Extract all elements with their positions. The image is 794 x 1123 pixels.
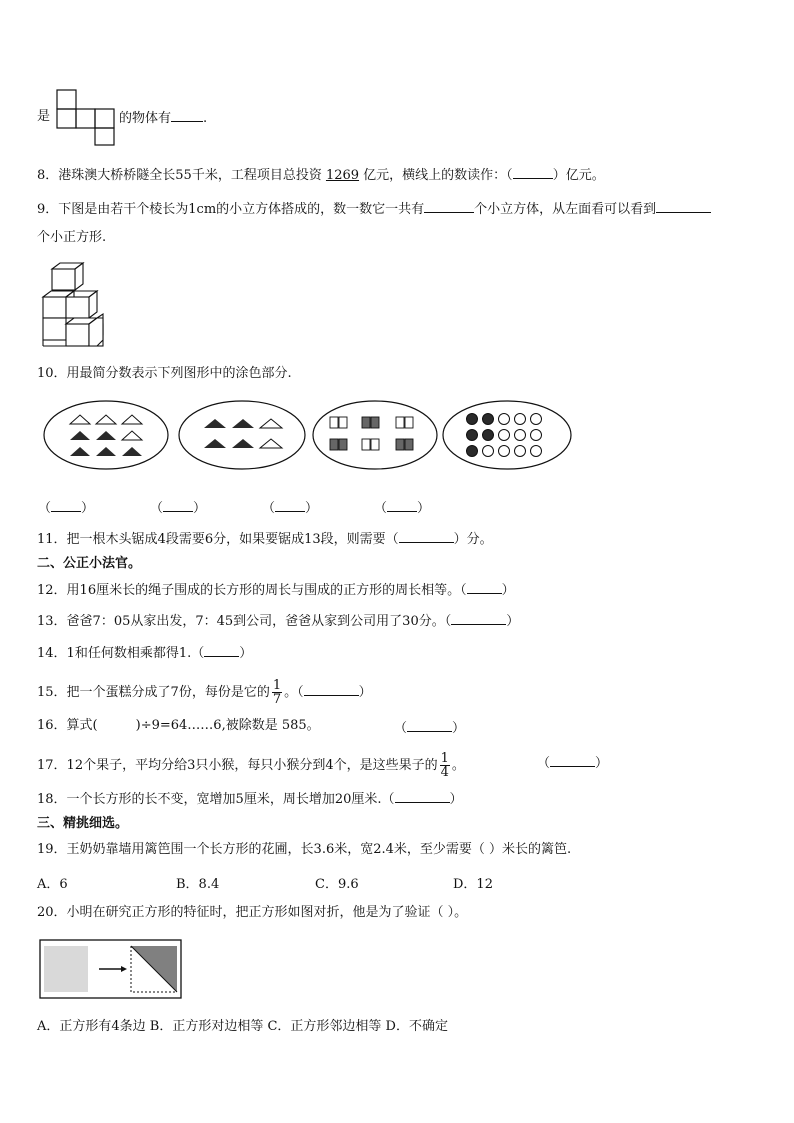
q9-answer-blank-2[interactable] bbox=[656, 199, 711, 213]
q9-text-b: 个小立方体，从左面看可以看到 bbox=[474, 202, 657, 217]
q20-line bbox=[37, 904, 467, 922]
ellipse-circles bbox=[443, 401, 571, 469]
q11-line: 11．把一根木头锯成4段需要6分，如果要锯成13段，则需要（ ）分。 bbox=[37, 532, 493, 547]
ellipse-cylinders bbox=[313, 401, 437, 469]
q7-line bbox=[37, 108, 50, 126]
q16-text: 16．算式( bbox=[37, 718, 98, 733]
q7-prefix: 是 bbox=[37, 109, 51, 124]
q9-text-a: 9．下图是由若干个棱长为1cm的小立方体搭成的，数一数它一共有 bbox=[37, 202, 425, 217]
q13-line: 13．爸爸7：05从家出发，7：45到公司，爸爸从家到公司用了30分。（ ） bbox=[37, 614, 520, 629]
section-2-heading: 二、公正小法官。 bbox=[37, 556, 142, 571]
q10-answer-3[interactable]: （ ） bbox=[262, 501, 319, 516]
cube-stack-figure bbox=[38, 262, 108, 354]
q17-text: 17．12个果子，平均分给3只小猴，每只小猴分到4个，是这些果子的 bbox=[37, 758, 438, 773]
cube-net-figure bbox=[55, 88, 119, 146]
q9-text-2: 个小正方形. bbox=[37, 230, 107, 245]
q14-answer-blank[interactable] bbox=[204, 644, 239, 657]
square-fold-figure bbox=[39, 939, 183, 1001]
q7-suffix-line bbox=[119, 108, 207, 128]
q12-line: 12．用16厘米长的绳子围成的长方形的周长与围成的正方形的周长相等。（ ） bbox=[37, 583, 515, 598]
q9-answer-blank-1[interactable] bbox=[424, 199, 474, 213]
q17-line: 17．12个果子，平均分给3只小猴，每只小猴分到4个，是这些果子的 $\frac{1}{4}$ 。 bbox=[37, 751, 465, 780]
q18-line: 18．一个长方形的长不变，宽增加5厘米，周长增加20厘米.（ ） bbox=[37, 792, 463, 807]
q7-suffix: 的物体有 bbox=[119, 111, 172, 126]
q13-answer-blank[interactable] bbox=[451, 612, 506, 625]
q7-answer-blank[interactable] bbox=[171, 108, 203, 122]
q8-text: 8．港珠澳大桥桥隧全长55千米，工程项目总投资 bbox=[37, 168, 326, 183]
q12-answer-blank[interactable] bbox=[467, 581, 502, 594]
q19-option-a[interactable]: A．6 bbox=[37, 877, 68, 892]
q18-answer-blank[interactable] bbox=[395, 790, 450, 803]
q8-underlined-number: 1269 bbox=[325, 168, 360, 183]
q12-text: 12．用16厘米长的绳子围成的长方形的周长与围成的正方形的周长相等。（ bbox=[37, 583, 467, 598]
q19-option-c[interactable]: C．9.6 bbox=[315, 877, 359, 892]
q10-answer-4[interactable]: （ ） bbox=[374, 501, 431, 516]
q11-text: 11．把一根木头锯成4段需要6分，如果要锯成13段，则需要（ bbox=[37, 532, 399, 547]
section-3-heading: 三、精挑细选。 bbox=[37, 816, 129, 831]
q19-text: 19．王奶奶靠墙用篱笆围一个长方形的花圃，长3.6米，宽2.4米，至少需要（ ）米长的篱笆. bbox=[37, 842, 572, 857]
q13-text: 13．爸爸7：05从家出发，7：45到公司，爸爸从家到公司用了30分。（ bbox=[37, 614, 452, 629]
q15-line: 15．把一个蛋糕分成了7份，每份是它的 $\frac{1}{7}$ 。（ ） bbox=[37, 678, 372, 707]
q19-line bbox=[37, 841, 571, 859]
q8-text-after: 亿元，横线上的数读作：（ bbox=[359, 168, 513, 183]
q20-text: 20．小明在研究正方形的特征时，把正方形如图对折，他是为了验证（ ）。 bbox=[37, 905, 468, 920]
ellipse-triangles-1 bbox=[44, 401, 168, 469]
q10-text: 10．用最简分数表示下列图形中的涂色部分. bbox=[37, 366, 292, 381]
q18-text: 18．一个长方形的长不变，宽增加5厘米，周长增加20厘米.（ bbox=[37, 792, 395, 807]
q7-end: . bbox=[203, 111, 208, 126]
q14-text: 14．1和任何数相乘都得1.（ bbox=[37, 646, 205, 661]
q15-answer-blank[interactable] bbox=[304, 683, 359, 696]
q10-answer-2[interactable]: （ ） bbox=[150, 501, 207, 516]
q10-line bbox=[37, 365, 292, 383]
q11-answer-blank[interactable] bbox=[399, 530, 454, 543]
q10-answer-1[interactable]: （ ） bbox=[38, 501, 95, 516]
q15-text: 15．把一个蛋糕分成了7份，每份是它的 bbox=[37, 685, 270, 700]
q9-line2 bbox=[37, 229, 106, 247]
q20-options[interactable]: A．正方形有4条边 B．正方形对边相等 C．正方形邻边相等 D．不确定 bbox=[37, 1019, 448, 1034]
q17-fraction: $\frac{1}{4}$ bbox=[440, 751, 449, 780]
q15-fraction: $\frac{1}{7}$ bbox=[272, 678, 282, 707]
q19-option-b[interactable]: B．8.4 bbox=[176, 877, 220, 892]
ellipse-triangles-2 bbox=[179, 401, 305, 469]
q14-line: 14．1和任何数相乘都得1.（ ） bbox=[37, 646, 253, 661]
q8-line bbox=[37, 166, 605, 185]
q9-line1 bbox=[37, 199, 711, 219]
q17-answer[interactable]: （ ） bbox=[537, 756, 609, 771]
fraction-figures bbox=[42, 398, 582, 472]
q16-answer[interactable]: （ ） bbox=[394, 721, 466, 736]
q16-line: 16．算式( )÷9=64……6,被除数是 585。 bbox=[37, 718, 320, 733]
q8-answer-blank[interactable] bbox=[513, 166, 553, 179]
q19-option-d[interactable]: D．12 bbox=[453, 877, 493, 892]
q8-close: ）亿元。 bbox=[552, 168, 605, 183]
